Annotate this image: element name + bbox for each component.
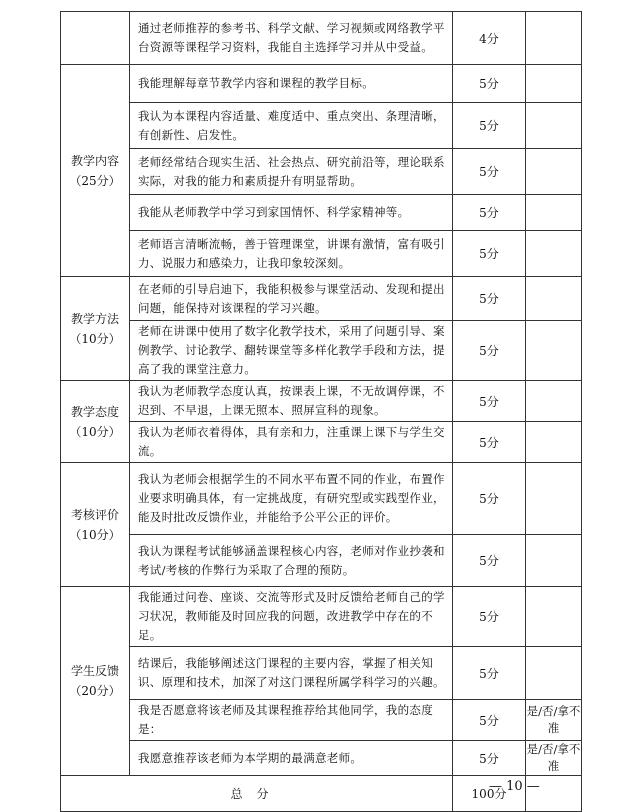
table-row [61,587,582,647]
response-option-cell: 是/否/拿不准 [526,741,582,776]
response-option-cell [526,647,582,700]
score-cell: 5分 [453,422,526,463]
category-cell [61,12,130,65]
table-row [61,231,582,277]
response-option-cell [526,587,582,647]
table-row [61,149,582,195]
criterion-text: 老师在讲课中使用了数字化教学技术，采用了问题引导、案例教学、讨论教学、翻转课堂等多样化教学手段和方法，提高了我的课堂注意力。 [130,321,453,381]
table-row [61,463,582,535]
table-row [61,647,582,700]
total-label: 总分 [61,776,453,812]
category-cell [61,463,130,587]
response-option-cell [526,65,582,103]
category-name: 考核评价 [70,507,119,522]
category-points: （10分） [69,527,121,542]
score-cell: 5分 [453,587,526,647]
score-cell: 5分 [453,535,526,587]
criterion-text: 我认为老师衣着得体，具有亲和力，注重课上课下与学生交流。 [130,422,453,463]
criterion-text: 我愿意推荐该老师为本学期的最满意老师。 [130,741,453,776]
criterion-text: 老师语言清晰流畅，善于管理课堂，讲课有激情，富有吸引力、说服力和感染力，让我印象较深刻。 [130,231,453,277]
page-number: — 10 — [489,779,540,794]
score-cell: 5分 [453,381,526,422]
response-option-cell [526,103,582,149]
table-row [61,381,582,422]
score-cell: 4分 [453,12,526,65]
criterion-text: 结课后，我能够阐述这门课程的主要内容，掌握了相关知识、原理和技术，加深了对这门课程所属学科学习的兴趣。 [130,647,453,700]
score-cell: 5分 [453,647,526,700]
criterion-text: 通过老师推荐的参考书、科学文献、学习视频或网络教学平台资源等课程学习资料，我能自主选择学习并从中受益。 [130,12,453,65]
table-row [61,700,582,741]
category-cell [61,277,130,381]
evaluation-table-body [61,12,582,812]
score-cell: 5分 [453,463,526,535]
category-name: 教学内容 [70,153,119,168]
criterion-text: 我认为老师会根据学生的不同水平布置不同的作业，布置作业要求明确具体，有一定挑战度，有研究型或实践型作业，能及时批改反馈作业，并能给予公平公正的评价。 [130,463,453,535]
criterion-text: 我认为课程考试能够涵盖课程核心内容，老师对作业抄袭和考试/考核的作弊行为采取了合理的预防。 [130,535,453,587]
table-row [61,12,582,65]
response-option-cell [526,12,582,65]
category-points: （20分） [69,684,121,698]
criterion-text: 老师经常结合现实生活、社会热点、研究前沿等，理论联系实际，对我的能力和素质提升有明显帮助。 [130,149,453,195]
category-cell [61,587,130,776]
category-name: 教学方法 [70,311,119,326]
score-cell: 5分 [453,195,526,231]
table-row [61,535,582,587]
response-option-cell [526,535,582,587]
response-option-cell: 是/否/拿不准 [526,700,582,741]
total-score: 100分 [453,776,526,812]
table-row [61,321,582,381]
evaluation-table [60,11,582,812]
response-option-cell [526,195,582,231]
category-cell [61,65,130,277]
score-cell: 5分 [453,277,526,321]
table-row [61,195,582,231]
response-option-cell [526,381,582,422]
response-option-cell [526,149,582,195]
criterion-text: 我是否愿意将该老师及其课程推荐给其他同学，我的态度是： [130,700,453,741]
table-row [61,277,582,321]
category-points: （25分） [69,173,121,188]
criterion-text: 我能从老师教学中学习到家国情怀、科学家精神等。 [130,195,453,231]
category-points: （10分） [69,424,121,439]
criterion-text: 我能理解每章节教学内容和课程的教学目标。 [130,65,453,103]
table-row [61,65,582,103]
criterion-text: 我认为本课程内容适量、难度适中、重点突出、条理清晰，有创新性、启发性。 [130,103,453,149]
score-cell: 5分 [453,321,526,381]
category-name: 学生反馈 [70,664,119,678]
criterion-text: 在老师的引导启迪下，我能积极参与课堂活动、发现和提出问题，能保持对该课程的学习兴趣。 [130,277,453,321]
response-option-cell [526,231,582,277]
score-cell: 5分 [453,149,526,195]
response-option-cell [526,321,582,381]
score-cell: 5分 [453,103,526,149]
category-points: （10分） [69,331,121,346]
table-row [61,422,582,463]
category-name: 教学态度 [70,404,119,419]
score-cell: 5分 [453,231,526,277]
criterion-text: 我能通过问卷、座谈、交流等形式及时反馈给老师自己的学习状况，教师能及时回应我的问题，改进教学中存在的不足。 [130,587,453,647]
score-cell: 5分 [453,65,526,103]
score-cell: 5分 [453,741,526,776]
criterion-text: 我认为老师教学态度认真，按课表上课，不无故调停课，不迟到、不早退，上课无照本、照屏宣科的现象。 [130,381,453,422]
table-row [61,741,582,776]
score-cell: 5分 [453,700,526,741]
table-row [61,103,582,149]
response-option-cell [526,422,582,463]
category-cell [61,381,130,463]
response-option-cell [526,277,582,321]
response-option-cell [526,463,582,535]
